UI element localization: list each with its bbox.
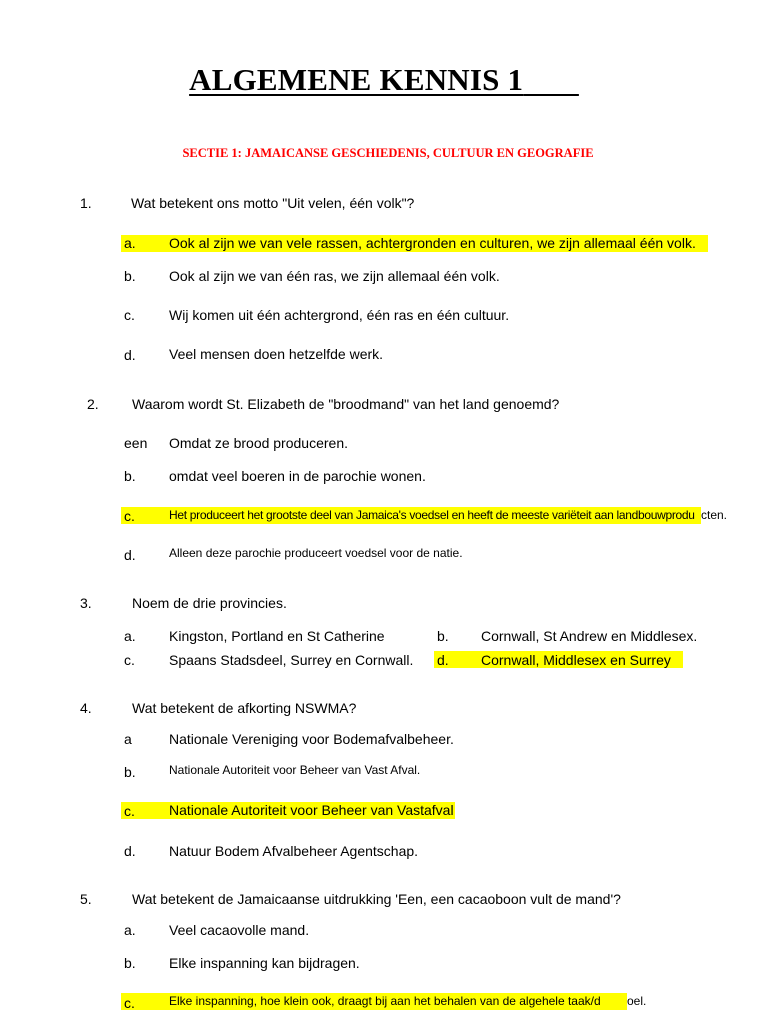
option-letter: b. — [124, 764, 136, 780]
option-text: Veel cacaovolle mand. — [169, 922, 310, 938]
option-text: Elke inspanning kan bijdragen. — [169, 955, 360, 971]
question-text: Wat betekent de Jamaicaanse uitdrukking 'Een, een cacaoboon vult de mand'? — [132, 891, 621, 907]
question-number: 1. — [80, 195, 92, 211]
option-letter: a. — [124, 235, 136, 251]
option-text-tail: oel. — [627, 994, 647, 1008]
option-text: Het produceert het grootste deel van Jamaica's voedsel en heeft de meeste variëteit aan landbouwprodu — [169, 508, 695, 522]
section-heading: SECTIE 1: JAMAICANSE GESCHIEDENIS, CULTUUR EN GEOGRAFIE — [182, 146, 594, 160]
option-text: Natuur Bodem Afvalbeheer Agentschap. — [169, 843, 419, 859]
question-text: Waarom wordt St. Elizabeth de "broodmand" van het land genoemd? — [132, 396, 560, 412]
option-letter: a — [124, 731, 132, 747]
question-number: 5. — [80, 891, 92, 907]
question-text: Noem de drie provincies. — [132, 595, 287, 611]
option-letter: b. — [124, 468, 136, 484]
option-letter: b. — [437, 628, 449, 644]
option-text: Veel mensen doen hetzelfde werk. — [169, 346, 384, 362]
document-title: ALGEMENE KENNIS 1 — [189, 62, 524, 97]
option-text: Alleen deze parochie produceert voedsel voor de natie. — [169, 546, 463, 560]
option-letter: c. — [124, 803, 135, 819]
option-letter: c. — [124, 508, 135, 524]
option-text: Kingston, Portland en St Catherine — [169, 628, 385, 644]
option-text: Wij komen uit één achtergrond, één ras en één cultuur. — [169, 307, 510, 323]
option-text: Spaans Stadsdeel, Surrey en Cornwall. — [169, 652, 414, 668]
option-letter: c. — [124, 652, 135, 668]
option-text: Ook al zijn we van vele rassen, achtergronden en culturen, we zijn allemaal één volk. — [169, 235, 696, 251]
option-letter: d. — [124, 843, 136, 859]
option-text: Cornwall, Middlesex en Surrey — [481, 652, 671, 668]
question-number: 4. — [80, 700, 92, 716]
option-letter: b. — [124, 268, 136, 284]
option-text: Nationale Autoriteit voor Beheer van Vastafval — [169, 802, 454, 818]
option-text: omdat veel boeren in de parochie wonen. — [169, 468, 426, 484]
option-text: Nationale Vereniging voor Bodemafvalbeheer. — [169, 731, 454, 747]
question-text: Wat betekent ons motto "Uit velen, één volk"? — [131, 195, 415, 211]
question-text: Wat betekent de afkorting NSWMA? — [132, 700, 357, 716]
option-letter: d. — [124, 347, 136, 363]
option-text: Nationale Autoriteit voor Beheer van Vast Afval. — [169, 763, 421, 777]
option-letter: b. — [124, 955, 136, 971]
option-text: Elke inspanning, hoe klein ook, draagt bij aan het behalen van de algehele taak/d — [169, 994, 601, 1008]
option-letter: c. — [124, 307, 135, 323]
option-letter: d. — [124, 547, 136, 563]
question-number: 3. — [80, 595, 92, 611]
option-letter: d. — [437, 652, 449, 668]
option-letter: c. — [124, 995, 135, 1011]
option-text: Omdat ze brood produceren. — [169, 435, 348, 451]
option-letter: a. — [124, 628, 136, 644]
option-letter: een — [124, 435, 148, 451]
option-text: Ook al zijn we van één ras, we zijn allemaal één volk. — [169, 268, 500, 284]
option-text: Cornwall, St Andrew en Middlesex. — [481, 628, 698, 644]
option-letter: a. — [124, 922, 136, 938]
question-number: 2. — [87, 396, 99, 412]
option-text-tail: cten. — [701, 508, 728, 522]
